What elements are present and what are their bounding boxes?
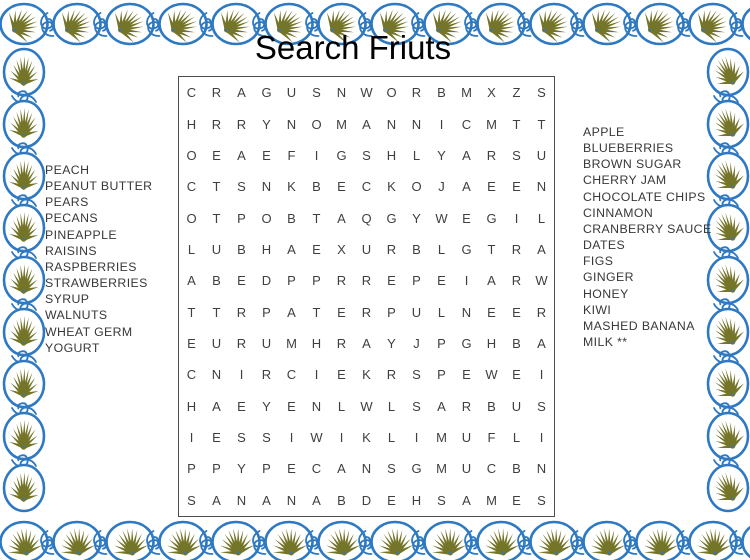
grid-letter: L <box>437 241 446 257</box>
grid-letter: S <box>412 367 421 383</box>
word-list-item: KIWI <box>583 302 612 317</box>
border-medallion-icon <box>4 413 44 459</box>
grid-letter: A <box>462 492 471 508</box>
grid-letter: R <box>486 147 497 163</box>
grid-letter: P <box>237 210 246 226</box>
page-title: Search Friuts <box>254 29 452 66</box>
grid-letter: Z <box>512 85 521 101</box>
grid-letter: N <box>361 461 372 477</box>
grid-letter: R <box>261 367 272 383</box>
grid-letter: T <box>487 241 496 257</box>
word-search-grid <box>178 76 555 517</box>
grid-letter: E <box>337 304 346 320</box>
grid-letter: R <box>361 304 372 320</box>
word-list-item: CHERRY JAM <box>583 173 667 188</box>
grid-letter: L <box>537 210 546 226</box>
grid-letter: A <box>537 336 546 352</box>
grid-letter: A <box>362 116 371 132</box>
grid-letter: L <box>437 304 446 320</box>
word-list-item: MILK ** <box>583 335 628 350</box>
grid-letter: N <box>461 304 472 320</box>
grid-letter: A <box>337 210 346 226</box>
grid-letter: W <box>360 85 373 101</box>
grid-letter: W <box>435 210 448 226</box>
grid-letter: A <box>462 147 471 163</box>
grid-letter: G <box>461 336 472 352</box>
word-list-item: FIGS <box>583 254 614 269</box>
word-list-item: APPLE <box>583 125 625 139</box>
grid-letter: G <box>261 85 272 101</box>
grid-letter: A <box>337 461 346 477</box>
grid-letter: O <box>186 210 197 226</box>
grid-letter: R <box>386 241 397 257</box>
grid-letter: A <box>287 241 296 257</box>
word-list-item: STRAWBERRIES <box>45 276 148 291</box>
grid-letter: E <box>512 304 521 320</box>
grid-letter: E <box>437 273 446 289</box>
grid-letter: G <box>386 210 397 226</box>
border-medallion-icon <box>4 309 44 355</box>
grid-letter: S <box>512 147 521 163</box>
grid-letter: M <box>436 461 447 477</box>
grid-letter: E <box>287 461 296 477</box>
grid-letter: K <box>362 430 371 446</box>
grid-letter: L <box>187 241 196 257</box>
grid-letter: N <box>236 492 247 508</box>
grid-letter: T <box>212 304 221 320</box>
grid-letter: X <box>487 85 496 101</box>
word-list-item: PEARS <box>45 195 89 210</box>
grid-letter: C <box>461 116 472 132</box>
word-list-item: RASPBERRIES <box>45 259 137 274</box>
grid-letter: E <box>237 273 246 289</box>
grid-letter: J <box>438 179 445 195</box>
grid-letter: S <box>537 492 546 508</box>
grid-letter: Y <box>387 336 396 352</box>
grid-letter: O <box>186 147 197 163</box>
border-medallion-icon <box>708 49 748 95</box>
grid-letter: U <box>511 398 522 414</box>
grid-letter: L <box>387 430 396 446</box>
word-list-item: PINEAPPLE <box>45 227 117 242</box>
grid-letter: B <box>487 398 496 414</box>
border-medallion-icon <box>4 205 44 251</box>
grid-letter: R <box>386 367 397 383</box>
grid-letter: O <box>411 179 422 195</box>
grid-letter: Q <box>361 210 372 226</box>
grid-letter: X <box>337 241 346 257</box>
grid-letter: P <box>262 461 271 477</box>
grid-letter: R <box>361 273 372 289</box>
border-medallion-icon <box>4 465 44 511</box>
grid-letter: E <box>262 147 271 163</box>
grid-letter: U <box>461 430 472 446</box>
border-medallion-icon <box>708 153 748 199</box>
grid-letter: M <box>461 85 472 101</box>
grid-letter: E <box>512 492 521 508</box>
grid-letter: B <box>437 85 446 101</box>
grid-letter: F <box>487 430 496 446</box>
grid-letter: S <box>187 492 196 508</box>
grid-letter: T <box>212 179 221 195</box>
grid-letter: R <box>511 273 522 289</box>
border-medallion-icon <box>708 205 748 251</box>
grid-letter: T <box>312 210 321 226</box>
grid-letter: N <box>411 116 422 132</box>
grid-letter: H <box>411 492 422 508</box>
grid-letter: N <box>211 367 222 383</box>
word-list-item: CRANBERRY SAUCE <box>583 221 712 236</box>
grid-letter: U <box>361 241 372 257</box>
grid-letter: U <box>211 241 222 257</box>
grid-letter: I <box>189 430 194 446</box>
grid-letter: E <box>237 398 246 414</box>
border-medallion-icon <box>4 153 44 199</box>
grid-letter: N <box>286 492 297 508</box>
grid-letter: W <box>535 273 548 289</box>
grid-letter: G <box>486 210 497 226</box>
grid-letter: A <box>537 241 546 257</box>
grid-letter: I <box>414 430 419 446</box>
grid-letter: A <box>262 492 271 508</box>
grid-letter: C <box>186 85 197 101</box>
grid-letter: U <box>461 461 472 477</box>
grid-letter: W <box>485 367 498 383</box>
word-list-item: WHEAT GERM <box>45 324 133 339</box>
grid-letter: D <box>361 492 372 508</box>
grid-letter: U <box>286 85 297 101</box>
grid-letter: C <box>186 367 197 383</box>
grid-letter: B <box>237 241 246 257</box>
grid-letter: T <box>212 210 221 226</box>
grid-letter: B <box>337 492 346 508</box>
border-medallion-icon <box>708 101 748 147</box>
grid-letter: I <box>439 116 444 132</box>
grid-letter: U <box>411 304 422 320</box>
word-list-item: PECANS <box>45 211 98 226</box>
grid-letter: S <box>312 85 321 101</box>
grid-letter: B <box>412 241 421 257</box>
word-list-item: PEANUT BUTTER <box>45 179 153 194</box>
grid-letter: L <box>412 147 421 163</box>
grid-letter: H <box>186 116 197 132</box>
grid-letter: K <box>362 367 371 383</box>
grid-letter: P <box>437 367 446 383</box>
grid-letter: C <box>186 179 197 195</box>
grid-letter: I <box>514 210 519 226</box>
grid-letter: Y <box>237 461 246 477</box>
grid-letter: N <box>336 85 347 101</box>
word-list-right <box>583 124 712 350</box>
grid-letter: M <box>286 336 297 352</box>
grid-letter: D <box>261 273 272 289</box>
grid-letter: B <box>212 273 221 289</box>
grid-letter: B <box>512 336 521 352</box>
grid-letter: E <box>462 210 471 226</box>
border-medallion-icon <box>743 2 750 47</box>
border-medallion-icon <box>4 257 44 303</box>
grid-letter: E <box>312 241 321 257</box>
grid-letter: R <box>336 273 347 289</box>
grid-letter: U <box>261 336 272 352</box>
grid-letter: E <box>212 147 221 163</box>
grid-letter: O <box>386 85 397 101</box>
border-medallion-icon <box>4 101 44 147</box>
grid-letter: S <box>537 85 546 101</box>
grid-letter: L <box>337 398 346 414</box>
grid-letter: E <box>337 367 346 383</box>
grid-letter: P <box>412 273 421 289</box>
grid-letter: R <box>536 304 547 320</box>
grid-letter: C <box>486 461 497 477</box>
grid-letter: S <box>262 430 271 446</box>
grid-letter: S <box>387 461 396 477</box>
grid-letter: P <box>287 273 296 289</box>
grid-letter: H <box>186 398 197 414</box>
grid-letter: A <box>312 492 321 508</box>
grid-letter: T <box>512 116 521 132</box>
grid-letter: U <box>211 336 222 352</box>
grid-letter: S <box>237 179 246 195</box>
word-list-item: MASHED BANANA <box>583 318 695 333</box>
grid-letter: E <box>187 336 196 352</box>
grid-letter: N <box>286 116 297 132</box>
grid-letter: Y <box>412 210 421 226</box>
grid-letter: E <box>287 398 296 414</box>
grid-letter: A <box>287 304 296 320</box>
grid-letter: S <box>237 430 246 446</box>
grid-letter: R <box>211 85 222 101</box>
grid-letter: E <box>387 273 396 289</box>
grid-letter: P <box>387 304 396 320</box>
grid-letter: A <box>187 273 196 289</box>
grid-letter: T <box>312 304 321 320</box>
grid-letter: K <box>387 179 396 195</box>
grid-letter: I <box>464 273 469 289</box>
grid-letter: A <box>437 398 446 414</box>
grid-letter: N <box>386 116 397 132</box>
border-medallion-icon <box>708 361 748 407</box>
grid-letter: A <box>462 179 471 195</box>
border-medallion-icon <box>708 413 748 459</box>
grid-letter: N <box>261 179 272 195</box>
grid-letter: J <box>413 336 420 352</box>
grid-letter: A <box>212 492 221 508</box>
word-list-item: SYRUP <box>45 292 90 307</box>
word-list-item: BLUEBERRIES <box>583 141 674 156</box>
grid-letter: H <box>386 147 397 163</box>
grid-letter: I <box>539 430 544 446</box>
grid-letter: L <box>387 398 396 414</box>
grid-letter: S <box>437 492 446 508</box>
grid-letter: R <box>511 241 522 257</box>
grid-letter: B <box>287 210 296 226</box>
grid-letter: Y <box>262 116 271 132</box>
grid-letter: E <box>462 367 471 383</box>
grid-letter: O <box>311 116 322 132</box>
grid-letter: R <box>236 304 247 320</box>
grid-letter: C <box>361 179 372 195</box>
grid-letter: R <box>411 85 422 101</box>
grid-letter: S <box>412 398 421 414</box>
grid-letter: N <box>536 179 547 195</box>
grid-letter: I <box>314 147 319 163</box>
grid-letter: C <box>311 461 322 477</box>
grid-letter: A <box>237 85 246 101</box>
grid-letter: M <box>486 116 497 132</box>
grid-letter: B <box>512 461 521 477</box>
grid-letter: E <box>337 179 346 195</box>
word-list-item: YOGURT <box>45 340 100 355</box>
grid-letter: P <box>312 273 321 289</box>
grid-letter: Y <box>262 398 271 414</box>
grid-letter: P <box>212 461 221 477</box>
grid-letter: O <box>261 210 272 226</box>
grid-letter: A <box>362 336 371 352</box>
word-list-item: HONEY <box>583 286 629 301</box>
grid-letter: U <box>536 147 547 163</box>
grid-letter: Y <box>437 147 446 163</box>
grid-letter: E <box>487 304 496 320</box>
grid-letter: G <box>336 147 347 163</box>
border-medallion-icon <box>708 257 748 303</box>
border-medallion-icon <box>708 465 748 511</box>
grid-letter: I <box>539 367 544 383</box>
border-medallion-icon <box>743 522 750 560</box>
word-list-item: PEACH <box>45 163 90 177</box>
word-list-left <box>45 162 152 356</box>
grid-letter: N <box>311 398 322 414</box>
grid-letter: E <box>387 492 396 508</box>
grid-letter: M <box>336 116 347 132</box>
grid-letter: P <box>187 461 196 477</box>
grid-letter: G <box>411 461 422 477</box>
grid-letter: W <box>360 398 373 414</box>
grid-letter: W <box>310 430 323 446</box>
word-list-item: WALNUTS <box>45 308 108 323</box>
grid-letter: H <box>311 336 322 352</box>
word-list-item: BROWN SUGAR <box>583 157 682 172</box>
grid-letter: R <box>211 116 222 132</box>
border-medallion-icon <box>4 361 44 407</box>
grid-letter: H <box>261 241 272 257</box>
border-medallion-icon <box>708 309 748 355</box>
word-list-item: DATES <box>583 238 626 253</box>
grid-letter: A <box>212 398 221 414</box>
word-list-item: CINNAMON <box>583 205 654 220</box>
grid-letter: C <box>286 367 297 383</box>
grid-letter: P <box>437 336 446 352</box>
grid-letter: I <box>339 430 344 446</box>
grid-letter: R <box>236 336 247 352</box>
grid-letter: P <box>262 304 271 320</box>
grid-letter: H <box>486 336 497 352</box>
grid-letter: I <box>314 367 319 383</box>
grid-letter: N <box>536 461 547 477</box>
grid-letter: S <box>537 398 546 414</box>
word-list-item: CHOCOLATE CHIPS <box>583 189 706 204</box>
grid-letter: R <box>461 398 472 414</box>
word-list-item: GINGER <box>583 270 634 285</box>
grid-letter: R <box>336 336 347 352</box>
grid-letter: M <box>486 492 497 508</box>
grid-letter: F <box>287 147 296 163</box>
grid-letter: K <box>287 179 296 195</box>
grid-letter: M <box>436 430 447 446</box>
grid-letter: T <box>537 116 546 132</box>
grid-letter: I <box>289 430 294 446</box>
grid-letter: A <box>487 273 496 289</box>
word-list-item: RAISINS <box>45 243 97 258</box>
grid-letter: T <box>187 304 196 320</box>
grid-letter: L <box>512 430 521 446</box>
grid-letter: S <box>362 147 371 163</box>
grid-letter: B <box>312 179 321 195</box>
grid-letter: E <box>512 179 521 195</box>
grid-letter: A <box>237 147 246 163</box>
grid-letter: R <box>236 116 247 132</box>
grid-letter: E <box>212 430 221 446</box>
grid-letter: G <box>461 241 472 257</box>
grid-letter: I <box>239 367 244 383</box>
grid-letter: E <box>512 367 521 383</box>
grid-letter: E <box>487 179 496 195</box>
